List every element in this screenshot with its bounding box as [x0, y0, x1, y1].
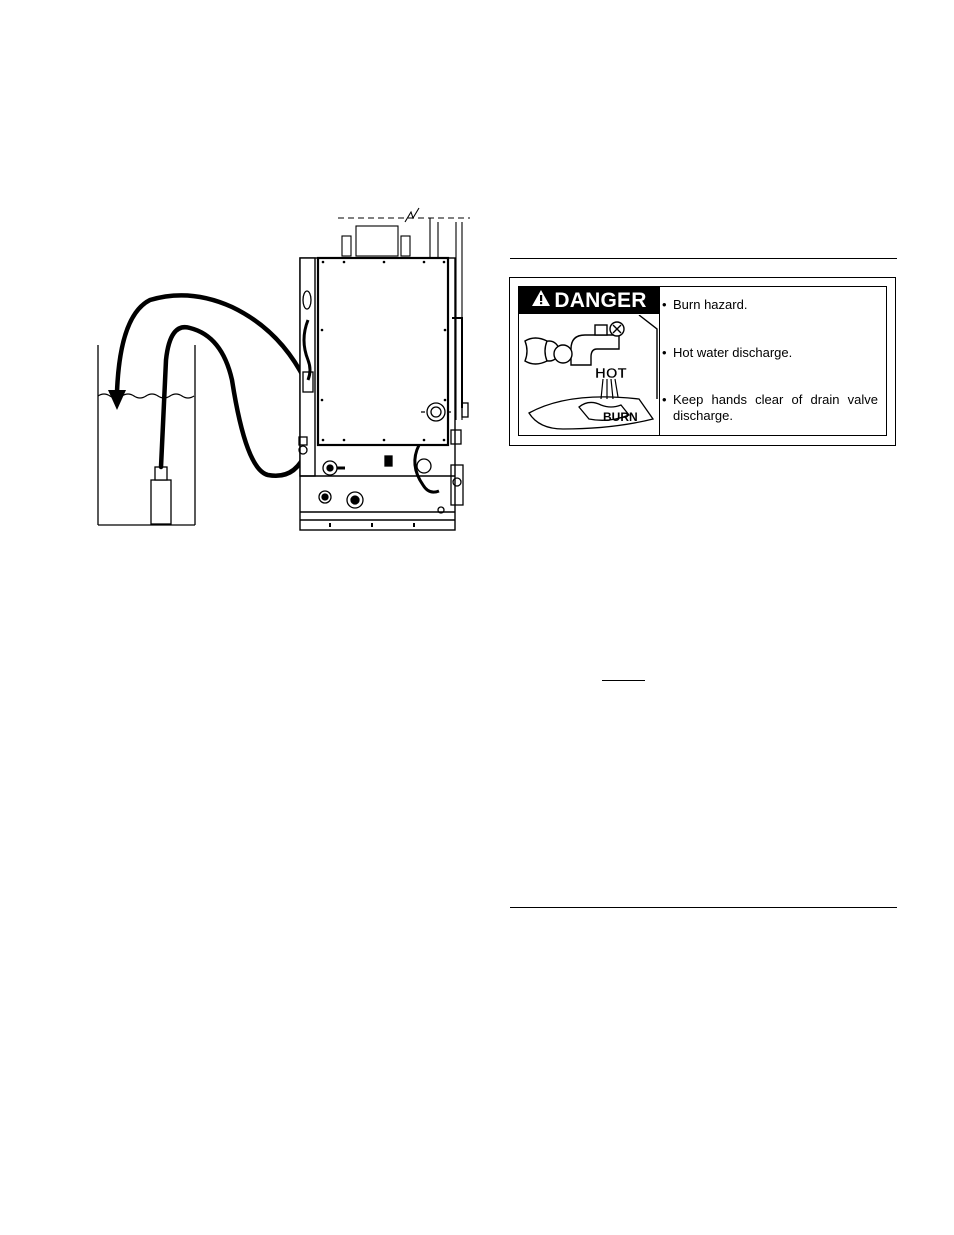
danger-bullet-1: • Burn hazard.: [662, 297, 748, 312]
warning-triangle-icon: [531, 289, 551, 313]
container: [98, 345, 195, 525]
water-stream: [601, 379, 618, 399]
danger-safety-label: [509, 277, 896, 446]
pump-icon: [151, 467, 171, 524]
note-underline: [602, 680, 645, 681]
art-hot-text: HOT: [595, 365, 627, 382]
danger-label-inner: [518, 286, 887, 436]
danger-label-left-panel: [519, 287, 660, 435]
danger-bullet-3: • Keep hands clear of drain valve discharge.: [662, 392, 878, 423]
danger-banner: [519, 287, 659, 314]
arrow-head-icon: [108, 390, 126, 410]
danger-bullet-2: • Hot water discharge.: [662, 345, 793, 360]
danger-heading: DANGER: [554, 288, 647, 312]
bottom-rule: [510, 907, 897, 908]
art-burn-text: BURN: [603, 410, 638, 424]
return-hose: [117, 295, 305, 392]
water-heater: [300, 258, 455, 530]
top-rule: [510, 258, 897, 259]
faucet-icon: [525, 315, 657, 399]
hot-water-hazard-art: [519, 315, 659, 435]
